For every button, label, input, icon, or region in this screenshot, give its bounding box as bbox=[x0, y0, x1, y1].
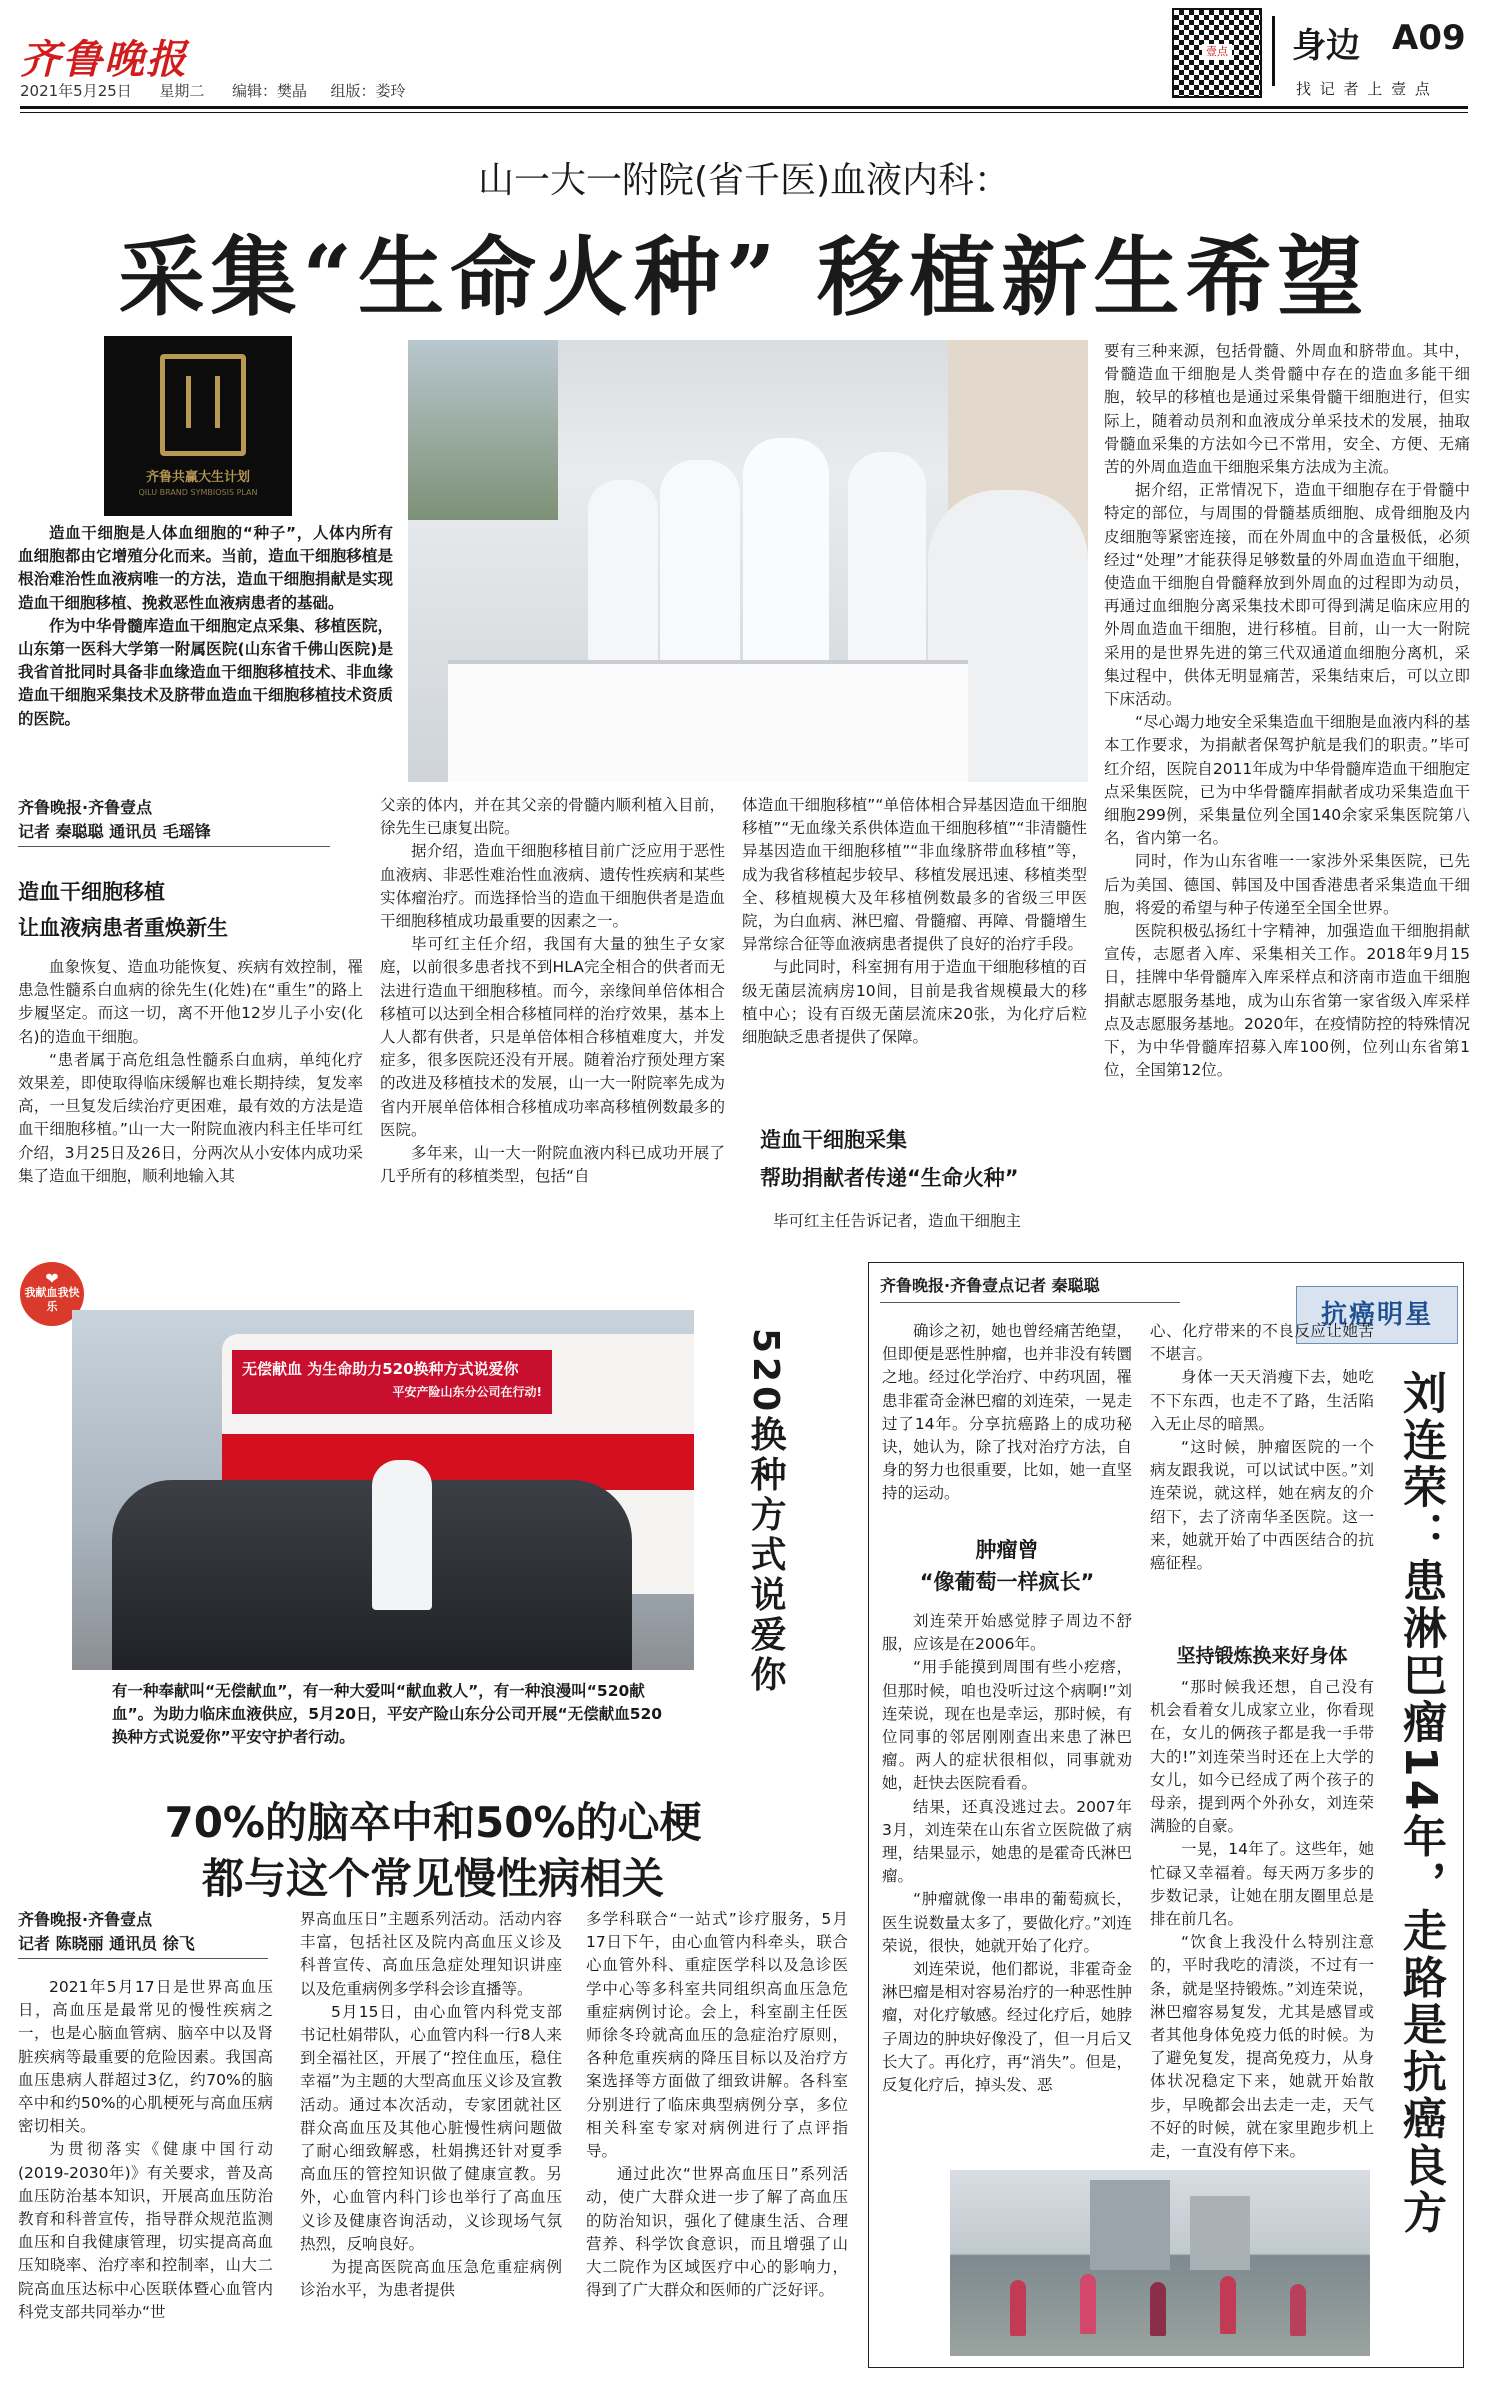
masthead-logo: 齐鲁晚报 bbox=[20, 36, 188, 83]
cancer-star-badge-text: 抗癌明星 bbox=[1320, 1300, 1433, 1330]
brand-logo-caption-en: QILU BRAND SYMBIOSIS PLAN bbox=[138, 488, 258, 497]
photo-dancer bbox=[1150, 2282, 1166, 2336]
photo-nurse bbox=[372, 1460, 432, 1610]
hypertension-column-1 bbox=[18, 1976, 273, 2324]
article1-column-1 bbox=[18, 956, 363, 1188]
ward-photo bbox=[408, 340, 1088, 782]
photo-doctor bbox=[743, 438, 829, 698]
qr-label: 壹点 bbox=[1202, 44, 1232, 60]
blood-donation-title: 520换种方式说爱你 bbox=[745, 1328, 786, 1696]
brand-logo bbox=[104, 336, 292, 516]
subhead-collection-2: 帮助捐献者传递“生命火种” bbox=[760, 1166, 1019, 1190]
square-dance-photo bbox=[950, 2170, 1370, 2356]
article1-column-4 bbox=[1104, 340, 1470, 1083]
issue-date: 2021年5月25日 bbox=[20, 82, 132, 100]
body-paragraph: 同时，作为山东省唯一一家涉外采集医院，已先后为美国、德国、韩国及中国香港患者采集造血干细胞，将爱的希望与种子传递至全国全世界。 bbox=[1104, 852, 1470, 917]
body-paragraph: 多年来，山一大一附院血液内科已成功开展了几乎所有的移植类型，包括“自 bbox=[380, 1144, 725, 1186]
body-paragraph: 身体一天天消瘦下去，她吃不下东西，也走不了路，生活陷入无止尽的暗黑。 bbox=[1150, 1368, 1374, 1433]
body-paragraph: 一晃，14年了。这些年，她忙碌又幸福着。每天两万多步的步数记录，让她在朋友圈里总是排在前几名。 bbox=[1150, 1840, 1374, 1929]
hypertension-byline bbox=[18, 1908, 268, 1959]
photo-dancer bbox=[1010, 2280, 1026, 2336]
byline-outlet: 齐鲁晚报·齐鲁壹点 bbox=[18, 798, 153, 817]
byline-rule bbox=[18, 1958, 268, 1959]
body-paragraph: “尽心竭力地安全采集造血干细胞是血液内科的基本工作要求，为捐献者保驾护航是我们的职责。”毕可红介绍，医院自2011年成为中华骨髓库造血干细胞定点采集医院，已为中华骨髓库捐献者成功采集造血干细胞299例，采集量位列全国140余家采集医院第八名，省内第一名。 bbox=[1104, 713, 1470, 848]
qr-code[interactable] bbox=[1172, 8, 1262, 98]
section-divider bbox=[1272, 16, 1275, 86]
hypertension-column-2 bbox=[300, 1908, 562, 2302]
body-paragraph: “这时候，肿瘤医院的一个病友跟我说，可以试试中医。”刘连荣说，就这样，她在病友的介绍下，去了济南华圣医院。这一来，她就开始了中西医结合的抗癌征程。 bbox=[1150, 1438, 1374, 1573]
editor-credit: 编辑：樊晶 bbox=[231, 82, 307, 100]
lead-paragraph: 造血干细胞是人体血细胞的“种子”，人体内所有血细胞都由它增殖分化而来。当前，造血干细胞移植是根治难治性血液病唯一的方法，造血干细胞捐献是实现造血干细胞移植、挽救恶性血液病患者的基础。 bbox=[18, 524, 393, 612]
body-paragraph: 毕可红主任介绍，我国有大量的独生子女家庭，以前很多患者找不到HLA完全相合的供者而无法进行造血干细胞移植。而今，亲缘间单倍体相合移植可以达到全相合移植同样的治疗效果，基本上人人都有供者，只是单倍体相合移植难度大，并发症多，很多医院还没有开展。随着治疗预处理方案的改进及移植技术的发展，山一大一附院率先成为省内开展单倍体相合移植成功率高移植例数最多的医院。 bbox=[380, 935, 725, 1139]
photo-dancer bbox=[1080, 2274, 1096, 2334]
brand-logo-caption: 齐鲁共赢大生计划 bbox=[145, 470, 250, 485]
badge-heart-icon: ❤ bbox=[45, 1269, 59, 1288]
masthead-rule-thin bbox=[20, 112, 1468, 113]
body-paragraph: 5月15日，由心血管内科党支部书记杜娟带队，心血管内科一行8人来到全福社区，开展了“控住血压，稳住幸福”为主题的大型高血压义诊及宣教活动。通过本次活动，专家团就社区群众高血压及其他心脏慢性病问题做了耐心细致解惑，杜娟携还针对夏季高血压的管控知识做了健康宣教。另外，心血管内科门诊也举行了高血压义诊及健康咨询活动，义诊现场气氛热烈，反响良好。 bbox=[300, 2002, 562, 2253]
bus-banner bbox=[232, 1350, 552, 1414]
body-paragraph: 多学科联合“一站式”诊疗服务，5月17日下午，由心血管内科牵头，联合心血管外科、重症医学科以及急诊医学中心等多科室共同组织高血压急危重症病例讨论。会上，科室副主任医师徐冬玲就高血压的急症治疗原则，各种危重疾病的降压目标以及治疗方案选择等方面做了细致讲解。各科室分别进行了临床典型病例分享，多位相关科室专家对病例进行了点评指导。 bbox=[586, 1910, 848, 2161]
subhead-exercise: 坚持锻炼换来好身体 bbox=[1176, 1645, 1348, 1667]
article1-column-3b bbox=[742, 1210, 1087, 1233]
designer-credit: 组版：娄玲 bbox=[330, 82, 406, 100]
body-paragraph: 据介绍，正常情况下，造血干细胞存在于骨髓中特定的部位，与周围的骨髓基质细胞、成骨细胞及内皮细胞等紧密连接，而在外周血中的含量极低，必须经过“处理”才能获得足够数量的外周血造血干细胞，使造血干细胞自骨髓释放到外周血的过程即为动员，再通过血细胞分离采集技术即可得到满足临床应用的外周血造血干细胞，进行移植。目前，山一大一附院采用的是世界先进的第三代双通道血细胞分离机，采集过程中，供体无明显痛苦，采集结束后，可以立即下床活动。 bbox=[1104, 481, 1470, 709]
article1-lead bbox=[18, 522, 393, 731]
body-paragraph: 为提高医院高血压急危重症病例诊治水平，为患者提供 bbox=[300, 2258, 562, 2300]
hypertension-headline-2: 都与这个常见慢性病相关 bbox=[201, 1854, 664, 1903]
badge-text: 我献血我快乐 bbox=[24, 1286, 80, 1313]
body-paragraph: 刘连荣开始感觉脖子周边不舒服，应该是在2006年。 bbox=[882, 1612, 1132, 1654]
body-paragraph: 毕可红主任告诉记者，造血干细胞主 bbox=[773, 1212, 1022, 1230]
article1-byline bbox=[18, 796, 330, 847]
body-paragraph: 确诊之初，她也曾经痛苦绝望，但即便是恶性肿瘤，也并非没有转圜之地。经过化学治疗、中药巩固，罹患非霍奇金淋巴瘤的刘连荣，一晃走过了14年。分享抗癌路上的成功秘诀，她认为，除了找对治疗方法，自身的努力也很重要，比如，她一直坚持的运动。 bbox=[882, 1322, 1132, 1503]
body-paragraph: 界高血压日”主题系列活动。活动内容丰富，包括社区及院内高血压义诊及科普宣传、高血压急症处理知识讲座以及危重病例多学科会诊直播等。 bbox=[300, 1910, 562, 1998]
subhead-tumor-2: “像葡萄一样疯长” bbox=[919, 1570, 1095, 1594]
subhead-tumor: 肿瘤曾 bbox=[975, 1538, 1039, 1562]
issue-weekday: 星期二 bbox=[159, 82, 205, 100]
body-paragraph: 父亲的体内，并在其父亲的骨髓内顺利植入目前，徐先生已康复出院。 bbox=[380, 796, 725, 838]
hypertension-column-3 bbox=[586, 1908, 848, 2302]
article1-headline: 采集“生命火种” 移植新生希望 bbox=[118, 227, 1370, 328]
survivor-column-2 bbox=[1150, 1320, 1374, 1575]
article1-column-2 bbox=[380, 794, 725, 1188]
masthead-rule bbox=[20, 106, 1468, 109]
body-paragraph: 刘连荣说，他们都说，非霍奇金淋巴瘤是相对容易治疗的一种恶性肿瘤，对化疗敏感。经过化疗后，她脖子周边的肿块好像没了，但一月后又长大了。再化疗，再“消失”。但是，反复化疗后，掉头发、恶 bbox=[882, 1960, 1132, 2095]
body-paragraph: 通过此次“世界高血压日”系列活动，使广大群众进一步了解了高血压的防治知识，强化了健康生活、合理营养、科学饮食意识，而且增强了山大二院作为区域医疗中心的影响力，得到了广大群众和医师的广泛好评。 bbox=[586, 2165, 848, 2300]
article1-column-3 bbox=[742, 794, 1087, 1049]
photo-doctor bbox=[588, 480, 658, 680]
blood-donation-photo bbox=[72, 1310, 694, 1670]
subhead-transplant: 造血干细胞移植 bbox=[18, 880, 165, 904]
body-paragraph: 心、化疗带来的不良反应让她苦不堪言。 bbox=[1150, 1322, 1374, 1364]
survivor-column-1b bbox=[882, 1610, 1132, 2097]
subhead-transplant-2: 让血液病患者重焕新生 bbox=[18, 916, 228, 940]
body-paragraph: 医院积极弘扬红十字精神，加强造血干细胞捐献宣传，志愿者入库、采集相关工作。2018年9月15日，挂牌中华骨髓库入库采样点和济南市造血干细胞捐献志愿服务基地，成为山东省第一家省级入库采样点及志愿服务基地。2020年，在疫情防控的特殊情况下，为中华骨髓库招募入库100例，位列山东省第1位，全国第12位。 bbox=[1104, 922, 1470, 1080]
masthead-info bbox=[20, 80, 406, 101]
survivor-byline-rule bbox=[880, 1302, 1180, 1303]
byline-reporters: 记者 陈晓丽 通讯员 徐飞 bbox=[18, 1934, 195, 1953]
bus-banner-text: 无偿献血 为生命助力520换种方式说爱你 bbox=[242, 1360, 519, 1378]
byline-reporters: 记者 秦聪聪 通讯员 毛瑶锋 bbox=[18, 822, 211, 841]
body-paragraph: “饮食上我没什么特别注意的，平时我吃的清淡，不过有一条，就是坚持锻炼。”刘连荣说，淋巴瘤容易复发，尤其是感冒或者其他身体免疫力低的时候。为了避免复发，提高免疫力，从身体状况稳定下来，她就开始散步，早晚都会出去走一走，天气不好的时候，就在家里跑步机上走，一直没有停下来。 bbox=[1150, 1933, 1374, 2161]
body-paragraph: 体造血干细胞移植”“单倍体相合异基因造血干细胞移植”“无血缘关系供体造血干细胞移植”“非清髓性异基因造血干细胞移植”“非血缘脐带血移植”等，成为我省移植起步较早、移植发展迅速、移植类型全、移植规模大及年移植例数最多的省级三甲医院，为白血病、淋巴瘤、骨髓瘤、再障、骨髓增生异常综合征等血液病患者提供了良好的治疗手段。 bbox=[742, 796, 1087, 954]
page-number: A09 bbox=[1392, 18, 1466, 58]
lead-paragraph: 作为中华骨髓库造血干细胞定点采集、移植医院，山东第一医科大学第一附属医院(山东省千佛山医院)是我省首批同时具备非血缘造血干细胞移植技术、非血缘造血干细胞采集技术及脐带血造血干细胞移植技术资质的医院。 bbox=[18, 616, 393, 728]
bus-banner-sub: 平安产险山东分公司在行动! bbox=[392, 1385, 542, 1399]
body-paragraph: 要有三种来源，包括骨髓、外周血和脐带血。其中，骨髓造血干细胞是人类骨髓中存在的造血多能干细胞，较早的移植也是通过采集骨髓干细胞进行，但实际上，随着动员剂和血液成分单采技术的发展，抽取骨髓血采集的方法如今已不常用，安全、方便、无痛苦的外周血造血干细胞采集方法成为主流。 bbox=[1104, 342, 1470, 477]
photo-dancer bbox=[1290, 2284, 1306, 2336]
section-name: 身边 bbox=[1292, 26, 1360, 66]
photo-window bbox=[408, 340, 558, 520]
photo-doctor bbox=[660, 460, 740, 690]
body-paragraph: 血象恢复、造血功能恢复、疾病有效控制，罹患急性髓系白血病的徐先生(化姓)在“重生”的路上步履坚定。而这一切，离不开他12岁儿子小安(化名)的造血干细胞。 bbox=[18, 958, 363, 1046]
body-paragraph: 为贯彻落实《健康中国行动(2019-2030年)》有关要求，普及高血压防治基本知识，开展高血压防治教育和科普宣传，指导群众规范监测血压和自我健康管理，切实提高高血压知晓率、治疗率和控制率，山大二院高血压达标中心医联体暨心血管内科党支部共同举办“世 bbox=[18, 2140, 273, 2321]
article1-kicker: 山一大一附院(省千医)血液内科： bbox=[477, 160, 1011, 201]
photo-doctor bbox=[848, 452, 926, 692]
survivor-title: 刘连荣：患淋巴瘤14年，走路是抗癌良方 bbox=[1395, 1370, 1446, 2237]
byline-outlet: 齐鲁晚报·齐鲁壹点 bbox=[18, 1910, 153, 1929]
survivor-column-2b bbox=[1150, 1676, 1374, 2163]
photo-building bbox=[1190, 2196, 1250, 2270]
photo-building bbox=[1090, 2180, 1170, 2270]
byline-rule bbox=[18, 846, 330, 847]
photo-dancer bbox=[1220, 2276, 1236, 2334]
photo-bed bbox=[448, 660, 968, 782]
subhead-collection: 造血干细胞采集 bbox=[760, 1128, 907, 1152]
body-paragraph: 2021年5月17日是世界高血压日，高血压是最常见的慢性疾病之一，也是心脑血管病、脑卒中以及肾脏疾病等最重要的危险因素。我国高血压患病人群超过3亿，约70%的脑卒中和约50%的心肌梗死与高血压病密切相关。 bbox=[18, 1978, 273, 2136]
body-paragraph: “肿瘤就像一串串的葡萄疯长，医生说数量太多了，要做化疗。”刘连荣说，很快，她就开始了化疗。 bbox=[882, 1890, 1132, 1955]
body-paragraph: “用手能摸到周围有些小疙瘩，但那时候，咱也没听过这个病啊!”刘连荣说，现在也是幸运，那时候，有位同事的邻居刚刚查出来患了淋巴瘤。两人的症状很相似，同事就劝她，赶快去医院看看。 bbox=[882, 1658, 1132, 1793]
brand-logo-mark-inner bbox=[186, 376, 220, 428]
hypertension-headline-1: 70%的脑卒中和50%的心梗 bbox=[164, 1798, 702, 1847]
body-paragraph: 结果，还真没逃过去。2007年3月，刘连荣在山东省立医院做了病理，结果显示，她患的是霍奇氏淋巴瘤。 bbox=[882, 1797, 1132, 1886]
body-paragraph: “那时候我还想，自己没有机会看着女儿成家立业，你看现在，女儿的俩孩子都是我一手带大的!”刘连荣当时还在上大学的女儿，如今已经成了两个孩子的母亲，提到两个外孙女，刘连荣满脸的自豪。 bbox=[1150, 1678, 1374, 1836]
body-paragraph: 与此同时，科室拥有用于造血干细胞移植的百级无菌层流病房10间，目前是我省规模最大的移植中心；设有百级无菌层流床20张，为化疗后粒细胞缺乏患者提供了保障。 bbox=[742, 958, 1087, 1047]
survivor-byline: 齐鲁晚报·齐鲁壹点记者 秦聪聪 bbox=[880, 1276, 1100, 1295]
section-subline: 找 记 者 上 壹 点 bbox=[1296, 80, 1432, 98]
body-paragraph: 据介绍，造血干细胞移植目前广泛应用于恶性血液病、非恶性难治性血液病、遗传性疾病和某些实体瘤治疗。而选择恰当的造血干细胞供者是造血干细胞移植成功最重要的因素之一。 bbox=[380, 842, 725, 931]
blood-donation-caption: 有一种奉献叫“无偿献血”，有一种大爱叫“献血救人”，有一种浪漫叫“520献血”。为助力临床血液供应，5月20日，平安产险山东分公司开展“无偿献血520换种方式说爱你”平安守护者行动。 bbox=[112, 1682, 663, 1746]
survivor-column-1 bbox=[882, 1320, 1132, 1506]
body-paragraph: “患者属于高危组急性髓系白血病，单纯化疗效果差，即使取得临床缓解也难长期持续，复发率高，一旦复发后续治疗更困难，最有效的方法是造血干细胞移植。”山一大一附院血液内科主任毕可红介绍，3月25日及26日，分两次从小安体内成功采集了造血干细胞，顺利地输入其 bbox=[18, 1050, 363, 1185]
